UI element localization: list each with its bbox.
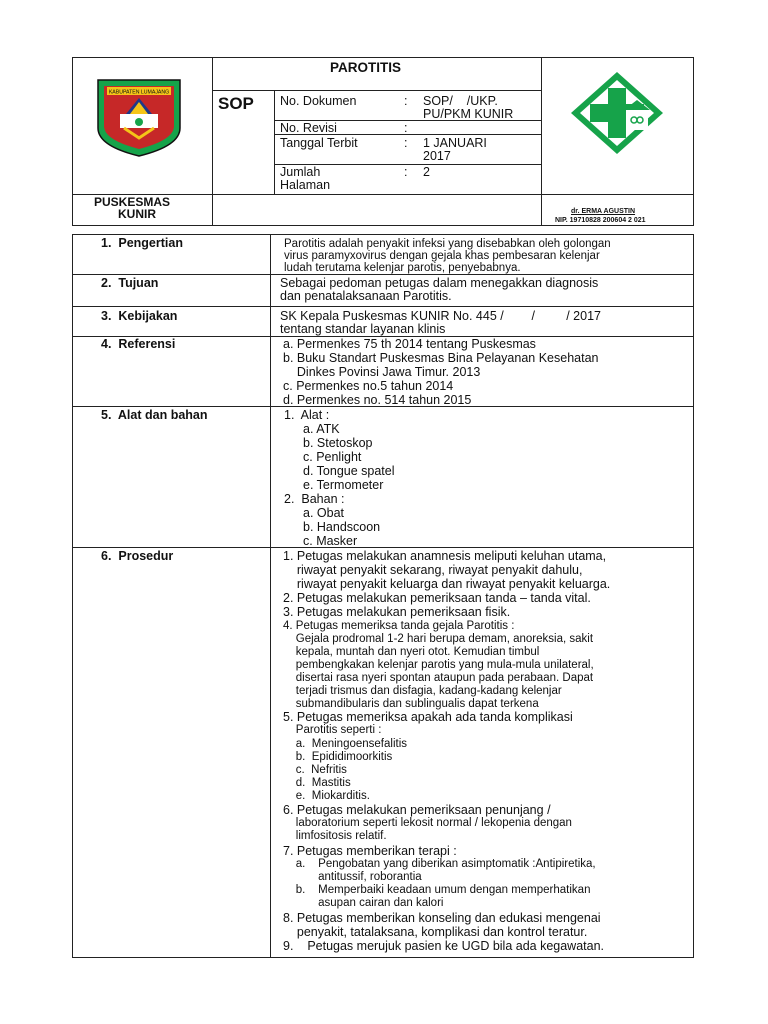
tanggal-terbit-colon: : — [404, 136, 408, 150]
prosedur-line: 3. Petugas melakukan pemeriksaan fisik. — [283, 605, 511, 619]
jumlah-halaman-label-1: Jumlah — [280, 165, 321, 179]
signature-name: dr. ERMA AGUSTIN — [571, 208, 636, 215]
alat-item-5: e. Termometer — [303, 478, 384, 492]
prosedur-line: Gejala prodromal 1-2 hari berupa demam, anoreksia, sakit — [283, 633, 594, 645]
tujuan-line-1: Sebagai pedoman petugas dalam menegakkan diagnosis — [280, 276, 599, 290]
alat-item-4: d. Tongue spatel — [303, 464, 395, 478]
prosedur-line: terjadi trismus dan disfagia, kadang-kadang kelenjar — [283, 685, 562, 697]
pengertian-line-1: Parotitis adalah penyakit infeksi yang disebabkan oleh golongan — [284, 238, 611, 250]
puskesmas-name-line-1: PUSKESMAS — [94, 195, 171, 209]
no-revisi-label: No. Revisi — [280, 121, 337, 135]
bahan-item-1: a. Obat — [303, 506, 344, 520]
prosedur-line: d. Mastitis — [283, 777, 351, 789]
prosedur-line: antitussif, roborantia — [283, 871, 422, 883]
prosedur-line: 4. Petugas memeriksa tanda gejala Parotitis : — [283, 620, 515, 632]
kabupaten-lumajang-logo — [94, 76, 184, 158]
prosedur-line: 2. Petugas melakukan pemeriksaan tanda – tanda vital. — [283, 591, 591, 605]
signature-nip: NIP. 19710828 200604 2 021 — [555, 217, 646, 224]
prosedur-line: a. Pengobatan yang diberikan asimptomatik :Antipiretika, — [283, 858, 596, 870]
prosedur-line: b. Memperbaiki keadaan umum dengan memperhatikan — [283, 884, 591, 896]
prosedur-line: a. Meningoensefalitis — [283, 738, 408, 750]
referensi-line-2: b. Buku Standart Puskesmas Bina Pelayanan Kesehatan — [283, 351, 599, 365]
prosedur-line: 8. Petugas memberikan konseling dan edukasi mengenai — [283, 911, 601, 925]
prosedur-line: Parotitis seperti : — [283, 724, 382, 736]
jumlah-halaman-colon: : — [404, 165, 408, 179]
prosedur-line: 6. Petugas melakukan pemeriksaan penunjang / — [283, 803, 551, 817]
section-label-alat-bahan: 5. Alat dan bahan — [101, 408, 208, 422]
tujuan-line-2: dan penatalaksanaan Parotitis. — [280, 289, 452, 303]
svg-text:KABUPATEN LUMAJANG: KABUPATEN LUMAJANG — [108, 89, 170, 96]
tanggal-terbit-value-2: 2017 — [423, 149, 451, 163]
alat-item-3: c. Penlight — [303, 450, 362, 464]
alat-item-1: a. ATK — [303, 422, 340, 436]
tanggal-terbit-value-1: 1 JANUARI — [423, 136, 487, 150]
referensi-line-3: Dinkes Povinsi Jawa Timur. 2013 — [283, 365, 481, 379]
prosedur-line: kepala, muntah dan nyeri otot. Kemudian timbul — [283, 646, 540, 658]
prosedur-line: pembengkakan kelenjar parotis yang mula-mula unilateral, — [283, 659, 594, 671]
no-dokumen-value-1: SOP/ /UKP. — [423, 94, 498, 108]
prosedur-line: asupan cairan dan kalori — [283, 897, 444, 909]
section-label-tujuan: 2. Tujuan — [101, 276, 159, 290]
referensi-line-5: d. Permenkes no. 514 tahun 2015 — [283, 393, 472, 407]
prosedur-line: riwayat penyakit sekarang, riwayat penyakit dahulu, — [283, 563, 583, 577]
alat-item-2: b. Stetoskop — [303, 436, 373, 450]
pengertian-line-2: virus paramyxovirus dengan gejala khas pembesaran kelenjar — [284, 250, 600, 262]
prosedur-line: riwayat penyakit keluarga dan riwayat penyakit keluarga. — [283, 577, 611, 591]
referensi-line-4: c. Permenkes no.5 tahun 2014 — [283, 379, 454, 393]
document-title: PAROTITIS — [330, 60, 402, 75]
puskesmas-logo — [568, 70, 666, 156]
jumlah-halaman-label-2: Halaman — [280, 178, 331, 192]
prosedur-line: laboratorium seperti lekosit normal / lekopenia dengan — [283, 817, 572, 829]
sop-label: SOP — [218, 94, 254, 113]
prosedur-line: disertai rasa nyeri spontan ataupun pada perabaan. Dapat — [283, 672, 594, 684]
section-label-kebijakan: 3. Kebijakan — [101, 309, 178, 323]
no-dokumen-colon: : — [404, 94, 408, 108]
no-dokumen-label: No. Dokumen — [280, 94, 357, 108]
no-revisi-colon: : — [404, 121, 408, 135]
section-label-referensi: 4. Referensi — [101, 337, 176, 351]
no-dokumen-value-2: PU/PKM KUNIR — [423, 107, 514, 121]
prosedur-line: 7. Petugas memberikan terapi : — [283, 844, 457, 858]
bahan-item-2: b. Handscoon — [303, 520, 381, 534]
prosedur-line: submandibularis dan sublingualis dapat terkena — [283, 698, 539, 710]
jumlah-halaman-value: 2 — [423, 165, 430, 179]
prosedur-line: b. Epididimoorkitis — [283, 751, 393, 763]
prosedur-line: penyakit, tatalaksana, komplikasi dan kontrol teratur. — [283, 925, 588, 939]
section-label-prosedur: 6. Prosedur — [101, 549, 174, 563]
pengertian-line-3: ludah terutama kelenjar parotis, penyebabnya. — [284, 262, 521, 274]
bahan-heading: 2. Bahan : — [284, 492, 345, 506]
puskesmas-name-line-2: KUNIR — [118, 207, 156, 221]
prosedur-line: 1. Petugas melakukan anamnesis meliputi keluhan utama, — [283, 549, 607, 563]
prosedur-line: 9. Petugas merujuk pasien ke UGD bila ada kegawatan. — [283, 939, 605, 953]
kebijakan-line-1: SK Kepala Puskesmas KUNIR No. 445 / / / 2017 — [280, 309, 601, 323]
alat-heading: 1. Alat : — [284, 408, 330, 422]
referensi-line-1: a. Permenkes 75 th 2014 tentang Puskesmas — [283, 337, 536, 351]
prosedur-line: limfositosis relatif. — [283, 830, 387, 842]
prosedur-line: 5. Petugas memeriksa apakah ada tanda komplikasi — [283, 710, 573, 724]
bahan-item-3: c. Masker — [303, 534, 358, 548]
kebijakan-line-2: tentang standar layanan klinis — [280, 322, 446, 336]
prosedur-line: e. Miokarditis. — [283, 790, 370, 802]
prosedur-line: c. Nefritis — [283, 764, 347, 776]
tanggal-terbit-label: Tanggal Terbit — [280, 136, 358, 150]
section-label-pengertian: 1. Pengertian — [101, 236, 183, 250]
